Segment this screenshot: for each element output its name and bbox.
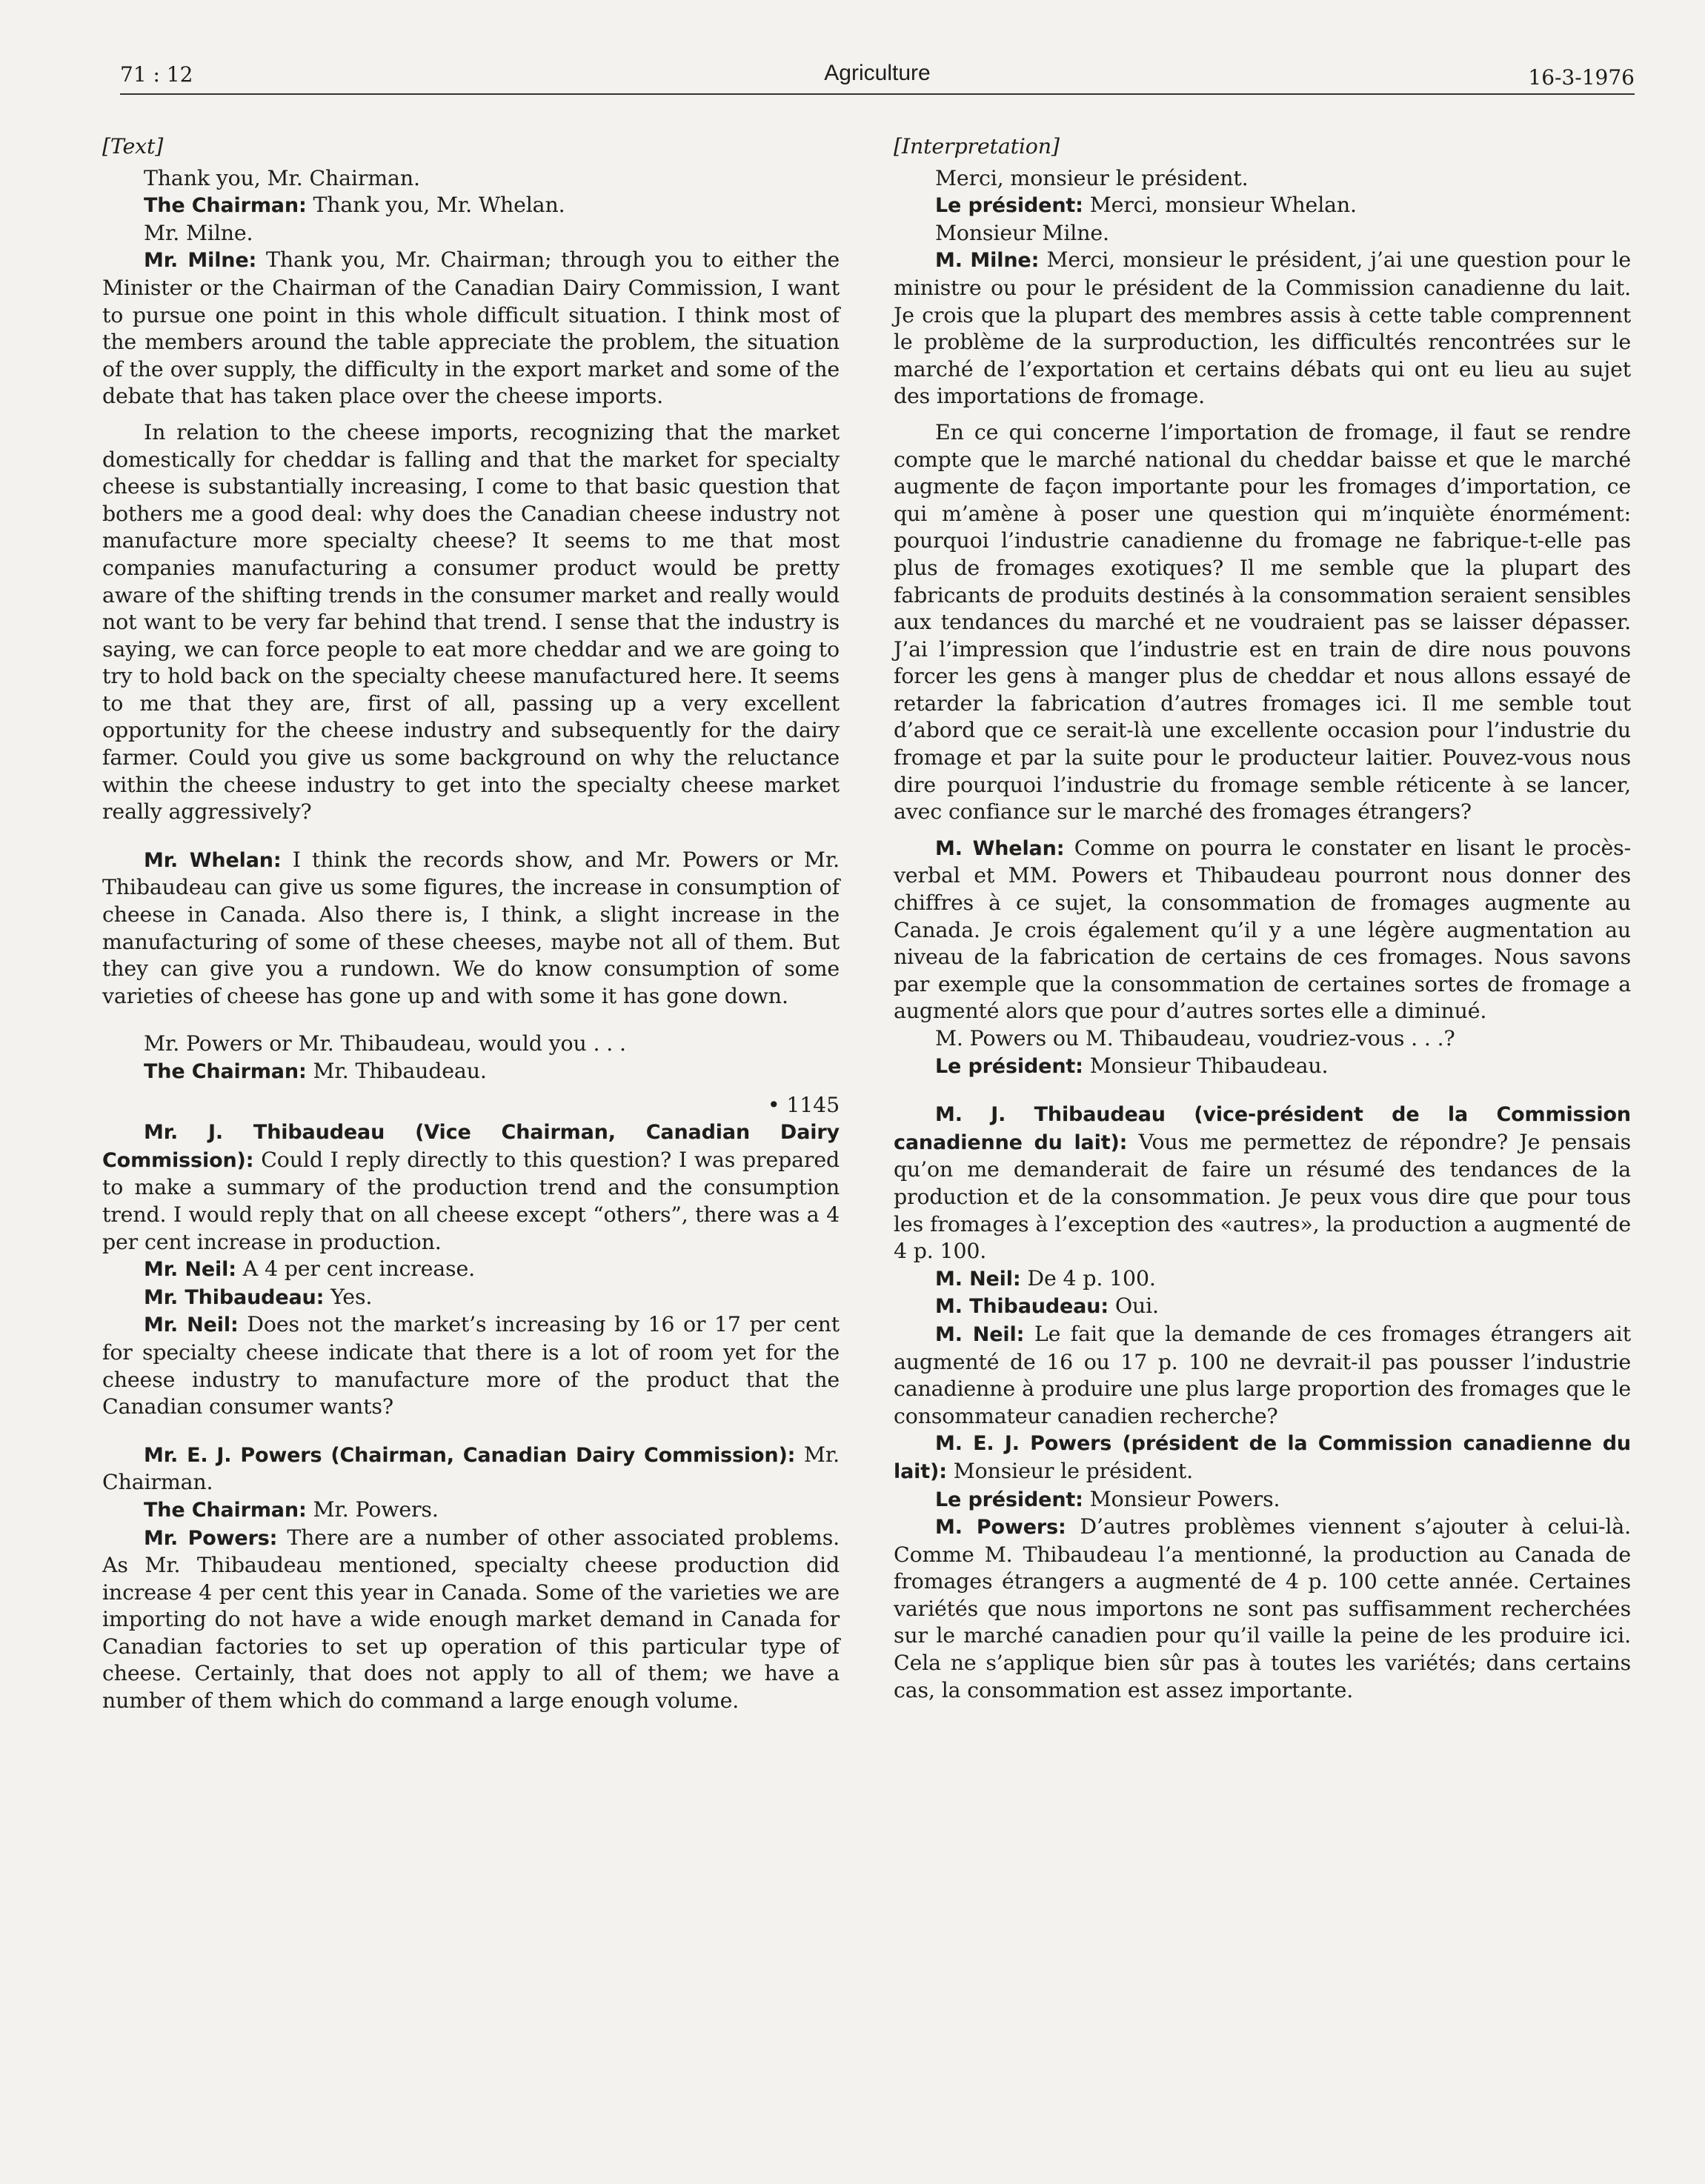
english-tag: [Text] (102, 134, 164, 159)
speaker-name: M. Whelan: (935, 836, 1065, 860)
speaker-name: Le président: (935, 1488, 1083, 1511)
speaker-text: De 4 p. 100. (1027, 1265, 1156, 1291)
speaker-name: M. E. J. Powers (président de la Commission canadienne du lait): (894, 1432, 1631, 1483)
speaker-name: M. Neil: (935, 1267, 1021, 1291)
french-paragraph (894, 220, 1631, 247)
speaker-text: Monsieur le président. (953, 1458, 1194, 1483)
french-tag: [Interpretation] (894, 134, 1060, 159)
speaker-text: Thank you, Mr. Chairman. (144, 165, 420, 190)
speaker-text: Yes. (330, 1284, 373, 1309)
speaker-name: The Chairman: (144, 1060, 307, 1083)
english-paragraph (102, 220, 840, 247)
speaker-text: Thank you, Mr. Chairman; through you to either the Minister or the Chairman of the Canadian Dairy Commission, I want to pursue one point in this whole difficult situation. I think most of the members around the table appreciate the problem, the situation of the over supply, the difficulty in the export market and some of the debate that has taken place over the cheese imports. (102, 247, 840, 409)
speaker-name: Mr. Thibaudeau: (144, 1285, 325, 1309)
french-paragraph (894, 419, 1631, 826)
french-paragraph (894, 1101, 1631, 1265)
speaker-text: Merci, monsieur le président. (935, 165, 1249, 190)
speaker-text: En ce qui concerne l’importation de fromage, il faut se rendre compte que le marché national du cheddar baisse et que le marché augmente de façon importante pour les fromages d’importation, ce qui m’amène à poser une question qui m’inquiète énormément: pourquoi l’industrie canadienne du fromage ne fabrique-t-elle pas plus de fromages exotiques? Il me semble que la plupart des fabricants de produits destinés à la consommation seraient sensibles aux tendances du marché et ne voudraient pas se laisser dépasser. J’ai l’impression que l’industrie est en train de dire nous pouvons forcer les gens à manger plus de cheddar et nous allons essayé de retarder la fabrication d’autres fromages ici. Il me semble tout d’abord que ce serait-là une excellente occasion pour l’industrie du fromage et par la suite pour le producteur laitier. Pouvez-vous nous dire pourquoi l’industrie du fromage semble réticente à se lancer, avec confiance sur le marché des fromages étrangers? (894, 419, 1631, 825)
english-column (102, 133, 840, 1715)
english-paragraph (102, 1525, 840, 1715)
french-paragraph (894, 1025, 1631, 1053)
speaker-text: Monsieur Powers. (1089, 1486, 1280, 1511)
english-paragraph (102, 1119, 840, 1256)
speaker-text: Mr. Chairman. (102, 1442, 840, 1495)
english-paragraph (102, 1442, 840, 1496)
french-paragraph (894, 1430, 1631, 1485)
speaker-name: Mr. Neil: (144, 1314, 239, 1337)
speaker-name: M. Powers: (935, 1516, 1066, 1539)
speaker-text: Vous me permettez de répondre? Je pensais qu’on me demanderait de faire un résumé des tendances de la production et de la consommation. Je peux vous dire que pour tous les fromages à l’exception des «autres», la production a augmenté de 4 p. 100. (894, 1129, 1631, 1264)
french-paragraph (894, 192, 1631, 220)
speaker-text: D’autres problèmes viennent s’ajouter à celui-là. Comme M. Thibaudeau l’a mentionné, la production au Canada de fromages étrangers a augmenté de 4 p. 100 cette année. Certaines variétés que nous importons ne sont pas suffisamment recherchées sur le marché canadien pour qu’il vaille la peine de les produire ici. Cela ne s’applique bien sûr pas à toutes les variétés; dans certains cas, la consommation est assez importante. (894, 1514, 1631, 1702)
speaker-name: Mr. E. J. Powers (Chairman, Canadian Dairy Commission): (144, 1443, 796, 1467)
page-header (120, 58, 1635, 95)
english-paragraph (102, 1284, 840, 1312)
french-paragraph (894, 1053, 1631, 1081)
speaker-text: Could I reply directly to this question? I was prepared to make a summary of the production trend and the consumption trend. I would reply that on all cheese except “others”, there was a 4 per cent increase in production. (102, 1147, 840, 1254)
section-title: Agriculture (824, 61, 931, 85)
english-paragraph (102, 419, 840, 826)
speaker-text: Le fait que la demande de ces fromages étrangers ait augmenté de 16 ou 17 p. 100 ne devrait-il pas pousser l’industrie canadienne à produire une plus large proportion des fromages que le consommateur canadien recherche? (894, 1321, 1631, 1428)
speaker-text: Mr. Powers. (313, 1496, 439, 1522)
speaker-name: Mr. Neil: (144, 1258, 236, 1282)
speaker-text: I think the records show, and Mr. Powers or Mr. Thibaudeau can give us some figures, the increase in consumption of cheese in Canada. Also there is, I think, a slight increase in the manufacturing of some of these cheeses, maybe not all of them. But they can give you a rundown. We do know consumption of some varieties of cheese has gone up and with some it has gone down. (102, 847, 840, 1008)
french-paragraph (894, 1486, 1631, 1514)
english-paragraph (102, 1031, 840, 1058)
speaker-text: Thank you, Mr. Whelan. (313, 193, 565, 218)
french-column (894, 133, 1631, 1704)
french-paragraph (894, 247, 1631, 410)
speaker-name: M. J. Thibaudeau (vice-président de la Commission canadienne du lait): (894, 1103, 1631, 1154)
speaker-name: The Chairman: (144, 194, 307, 218)
speaker-text: Comme on pourra le constater en lisant le procès-verbal et MM. Powers et Thibaudeau pourront nous donner des chiffres à ce sujet, la consommation de fromages augmente au Canada. Je crois également qu’il y a une légère augmentation au niveau de la fabrication de certains de ces fromages. Nous savons par exemple que la consommation de certaines sortes de fromage a augmenté alors que pour d’autres sortes elle a diminué. (894, 835, 1632, 1024)
page-date: 16-3-1976 (1528, 65, 1635, 90)
speaker-text: M. Powers ou M. Thibaudeau, voudriez-vous . . .? (935, 1026, 1455, 1051)
speaker-name: Le président: (935, 194, 1083, 218)
french-paragraph (894, 835, 1631, 1025)
english-paragraph (102, 1496, 840, 1525)
speaker-name: Mr. Powers: (144, 1526, 278, 1550)
english-paragraph (102, 192, 840, 220)
speaker-text: A 4 per cent increase. (242, 1256, 476, 1282)
english-paragraph (102, 247, 840, 410)
speaker-text: In relation to the cheese imports, recognizing that the market domestically for cheddar is falling and that the market for specialty cheese is substantially increasing, I come to that basic question that bothers me a good deal: why does the Canadian cheese industry not manufacture more specialty cheese? It seems to me that most companies manufacturing a consumer product would be pretty aware of the shifting trends in the consumer market and really would not want to be very far behind that trend. I sense that the industry is saying, we can force people to eat more cheddar and we are going to try to hold back on the specialty cheese manufactured here. It seems to me that they are, first of all, passing up a very excellent opportunity for the cheese industry and subsequently for the dairy farmer. Could you give us some background on why the reluctance within the cheese industry to get into the specialty cheese market really aggressively? (102, 419, 840, 825)
speaker-text: Merci, monsieur Whelan. (1089, 193, 1357, 218)
speaker-name: Mr. Whelan: (144, 848, 282, 872)
speaker-text: Mr. Thibaudeau. (313, 1059, 487, 1083)
speaker-name: M. Milne: (935, 249, 1040, 273)
english-paragraph (102, 1256, 840, 1284)
speaker-text: There are a number of other associated problems. As Mr. Thibaudeau mentioned, specialty cheese production did increase 4 per cent this year in Canada. Some of the varieties we are importing do not have a wide enough market demand in Canada for Canadian factories to set up operation of this particular type of cheese. Certainly, that does not apply to all of them; we have a number of them which do command a large enough volume. (102, 1525, 840, 1714)
speaker-name: M. Thibaudeau: (935, 1295, 1109, 1319)
page-number: 71 : 12 (120, 62, 193, 87)
speaker-text: Oui. (1114, 1294, 1159, 1319)
french-paragraph (894, 1321, 1631, 1430)
english-paragraph (102, 847, 840, 1011)
french-paragraph (894, 1265, 1631, 1294)
speaker-name: Mr. Milne: (144, 249, 257, 273)
speaker-text: Merci, monsieur le président, j’ai une question pour le ministre ou pour le président de la Commission canadienne du lait. Je crois que la plupart des membres assis à cette table comprennent le problème de la surproduction, les difficultés rencontrées sur le marché de l’exportation et certains débats qui ont eu lieu au sujet des importations de fromage. (894, 247, 1631, 409)
speaker-text: Monsieur Thibaudeau. (1089, 1053, 1329, 1078)
speaker-text: Mr. Powers or Mr. Thibaudeau, would you . . . (144, 1031, 626, 1056)
speaker-text: Monsieur Milne. (935, 220, 1109, 245)
english-paragraph (102, 1058, 840, 1086)
speaker-text: Does not the market’s increasing by 16 or 17 per cent for specialty cheese indicate that there is a lot of room yet for the cheese industry to manufacture more of the product that the Canadian consumer wants? (102, 1312, 840, 1419)
speaker-text: Mr. Milne. (144, 220, 253, 245)
french-paragraph (894, 165, 1631, 193)
speaker-name: The Chairman: (144, 1498, 307, 1522)
english-paragraph (102, 1311, 840, 1420)
french-paragraph (894, 1293, 1631, 1321)
time-stamp: • 1145 (767, 1092, 840, 1117)
english-paragraph (102, 165, 840, 193)
speaker-name: Le président: (935, 1054, 1083, 1078)
speaker-name: Mr. J. Thibaudeau (Vice Chairman, Canadian Dairy Commission): (102, 1121, 840, 1172)
french-paragraph (894, 1514, 1631, 1704)
speaker-name: M. Neil: (935, 1322, 1025, 1346)
